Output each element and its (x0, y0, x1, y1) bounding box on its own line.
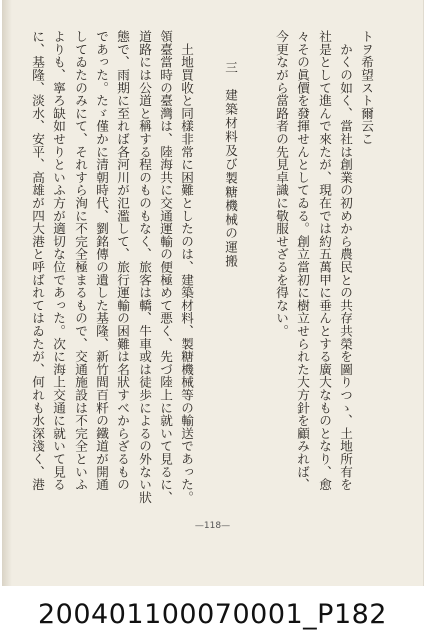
text-column-10: 領臺當時の臺灣は、陸海共に交通運輸の便極めて悪く、先づ陸上に就いて見るに、 (158, 30, 173, 504)
text-column-3: 社是として進んで來たが、現在では約五萬甲に垂んとする廣大なものとなり、愈 (317, 30, 332, 491)
text-column-16: に、基隆、淡水、安平、高雄が四大港と呼ばれてはゐたが、何れも水深淺く、港 (30, 30, 45, 491)
text-column-9: 土地買收と同樣非常に困難としたのは、建築材料、製糖機械等の輸送であった。 (179, 30, 194, 504)
text-column-1: トヲ希望スト爾云こ (359, 30, 374, 146)
text-column-4: 々その眞價を發揮せんとしてゐる。創立當初に樹立せられた大方針を顧みれば、 (295, 30, 310, 491)
page-number: —118— (194, 521, 231, 531)
image-caption: 200401100070001_P182 (0, 590, 425, 640)
page-gutter-shadow (2, 0, 12, 586)
scanned-page (2, 0, 424, 586)
text-column-12: 態で、雨期に至れば各河川が氾濫して、旅行運輸の困難は名狀すべからざるもの (115, 30, 130, 491)
text-column-5: 今更ながら當路者の先見卓識に敬服せざるを得ない。 (274, 30, 289, 338)
section-heading: 三 建築材料及び製糖機械の運搬 (223, 61, 238, 268)
text-column-2: かくの如く、當社は創業の初めから農民との共存共榮を圖りつゝ、土地所有を (338, 30, 353, 491)
text-column-11: 道路には公道と稱する程のものもなく、旅客は轎、牛車或は徒歩によるの外ない狀 (137, 30, 152, 504)
text-column-14: してゐたのみにて、それすら洵に不完全極まるもので、交通施設は不完全といふ (73, 30, 88, 491)
text-column-15: よりも、寧ろ缺如せりといふ方が適切な位であった。次に海上交通に就いて見る (51, 30, 66, 491)
text-column-13: であった。たゞ僅かに清朝時代、劉銘傳の遺した基隆、新竹間百粁の鐵道が開通 (94, 30, 109, 491)
